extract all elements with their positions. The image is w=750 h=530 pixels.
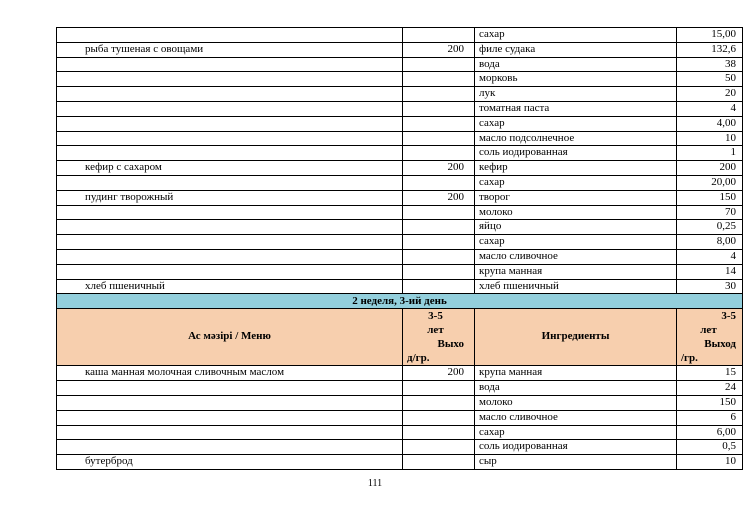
menu-cell xyxy=(57,425,403,440)
header-ingredients: Ингредиенты xyxy=(475,309,677,366)
menu-cell: бутерброд xyxy=(57,455,403,470)
table-row xyxy=(57,131,743,146)
quantity-cell: 150 xyxy=(677,395,743,410)
week-day-row xyxy=(57,294,743,309)
menu-cell xyxy=(57,264,403,279)
output-cell xyxy=(403,264,475,279)
ingredient-cell: творог xyxy=(475,190,677,205)
header-qty-top: Выход xyxy=(704,338,736,351)
table-row xyxy=(57,116,743,131)
menu-cell xyxy=(57,235,403,250)
header-qty-age-top: 3-5 xyxy=(721,310,736,323)
output-cell xyxy=(403,116,475,131)
ingredient-cell: сахар xyxy=(475,28,677,43)
output-cell xyxy=(403,381,475,396)
ingredient-cell: томатная паста xyxy=(475,101,677,116)
ingredient-cell: филе судака xyxy=(475,42,677,57)
quantity-cell: 24 xyxy=(677,381,743,396)
menu-cell xyxy=(57,440,403,455)
quantity-cell: 20 xyxy=(677,87,743,102)
output-cell xyxy=(403,72,475,87)
ingredient-cell: крупа манная xyxy=(475,264,677,279)
week-day-title: 2 неделя, 3-ий день xyxy=(57,294,743,309)
menu-cell: хлеб пшеничный xyxy=(57,279,403,294)
table-row xyxy=(57,410,743,425)
ingredient-cell: вода xyxy=(475,57,677,72)
ingredient-cell: сахар xyxy=(475,175,677,190)
quantity-cell: 4 xyxy=(677,249,743,264)
ingredient-cell: масло подсолнечное xyxy=(475,131,677,146)
ingredient-cell: яйцо xyxy=(475,220,677,235)
table-row xyxy=(57,220,743,235)
menu-cell xyxy=(57,249,403,264)
quantity-cell: 10 xyxy=(677,455,743,470)
menu-cell xyxy=(57,175,403,190)
ingredient-cell: сыр xyxy=(475,455,677,470)
menu-cell xyxy=(57,205,403,220)
quantity-cell: 150 xyxy=(677,190,743,205)
output-cell xyxy=(403,440,475,455)
menu-cell xyxy=(57,57,403,72)
table-row xyxy=(57,190,743,205)
ingredient-cell: масло сливочное xyxy=(475,410,677,425)
menu-cell xyxy=(57,87,403,102)
quantity-cell: 4 xyxy=(677,101,743,116)
output-cell: 200 xyxy=(403,366,475,381)
table-row xyxy=(57,381,743,396)
menu-table xyxy=(56,27,743,470)
table-row xyxy=(57,235,743,250)
ingredient-cell: лук xyxy=(475,87,677,102)
output-cell: 200 xyxy=(403,42,475,57)
output-cell xyxy=(403,205,475,220)
menu-cell xyxy=(57,28,403,43)
output-cell xyxy=(403,131,475,146)
table-row xyxy=(57,42,743,57)
quantity-cell: 10 xyxy=(677,131,743,146)
output-cell xyxy=(403,279,475,294)
quantity-cell: 6 xyxy=(677,410,743,425)
table-row xyxy=(57,175,743,190)
quantity-cell: 0,5 xyxy=(677,440,743,455)
ingredient-cell: вода xyxy=(475,381,677,396)
header-output-top: Выхо xyxy=(437,338,464,351)
menu-cell xyxy=(57,131,403,146)
quantity-cell: 8,00 xyxy=(677,235,743,250)
output-cell: 200 xyxy=(403,190,475,205)
output-cell xyxy=(403,28,475,43)
header-output-bottom: д/гр. xyxy=(407,352,430,365)
output-cell xyxy=(403,146,475,161)
ingredient-cell: сахар xyxy=(475,235,677,250)
table-row xyxy=(57,72,743,87)
output-cell xyxy=(403,410,475,425)
table-row xyxy=(57,57,743,72)
menu-cell xyxy=(57,146,403,161)
quantity-cell: 20,00 xyxy=(677,175,743,190)
output-cell xyxy=(403,395,475,410)
table-row xyxy=(57,28,743,43)
quantity-cell: 15,00 xyxy=(677,28,743,43)
quantity-cell: 132,6 xyxy=(677,42,743,57)
menu-cell xyxy=(57,410,403,425)
table-row xyxy=(57,366,743,381)
quantity-cell: 0,25 xyxy=(677,220,743,235)
table-row xyxy=(57,395,743,410)
ingredient-cell: сахар xyxy=(475,425,677,440)
output-cell xyxy=(403,425,475,440)
week-section xyxy=(57,294,743,366)
menu-cell xyxy=(57,72,403,87)
output-cell xyxy=(403,249,475,264)
menu-cell: рыба тушеная с овощами xyxy=(57,42,403,57)
menu-cell xyxy=(57,220,403,235)
quantity-cell: 14 xyxy=(677,264,743,279)
output-cell xyxy=(403,87,475,102)
table-row xyxy=(57,425,743,440)
output-cell xyxy=(403,220,475,235)
ingredient-cell: морковь xyxy=(475,72,677,87)
ingredient-cell: крупа манная xyxy=(475,366,677,381)
quantity-cell: 6,00 xyxy=(677,425,743,440)
header-qty xyxy=(677,309,743,366)
table-row xyxy=(57,87,743,102)
table-row xyxy=(57,205,743,220)
table-row xyxy=(57,440,743,455)
quantity-cell: 30 xyxy=(677,279,743,294)
table-row xyxy=(57,249,743,264)
header-age-bottom: лет xyxy=(427,324,444,337)
table-row xyxy=(57,101,743,116)
header-qty-age-bottom: лет xyxy=(700,324,717,337)
menu-table-body-bottom xyxy=(57,366,743,470)
output-cell xyxy=(403,235,475,250)
table-row xyxy=(57,146,743,161)
quantity-cell: 200 xyxy=(677,161,743,176)
header-row xyxy=(57,309,743,366)
quantity-cell: 4,00 xyxy=(677,116,743,131)
header-output xyxy=(403,309,475,366)
quantity-cell: 50 xyxy=(677,72,743,87)
ingredient-cell: хлеб пшеничный xyxy=(475,279,677,294)
menu-cell xyxy=(57,101,403,116)
ingredient-cell: кефир xyxy=(475,161,677,176)
header-age-top: 3-5 xyxy=(428,310,443,323)
ingredient-cell: соль иодированная xyxy=(475,146,677,161)
quantity-cell: 38 xyxy=(677,57,743,72)
ingredient-cell: соль иодированная xyxy=(475,440,677,455)
page-number: 111 xyxy=(367,478,383,489)
ingredient-cell: масло сливочное xyxy=(475,249,677,264)
ingredient-cell: молоко xyxy=(475,395,677,410)
ingredient-cell: молоко xyxy=(475,205,677,220)
quantity-cell: 1 xyxy=(677,146,743,161)
header-menu: Ас мәзірі / Меню xyxy=(57,309,403,366)
output-cell xyxy=(403,175,475,190)
output-cell: 200 xyxy=(403,161,475,176)
ingredient-cell: сахар xyxy=(475,116,677,131)
table-row xyxy=(57,161,743,176)
output-cell xyxy=(403,455,475,470)
quantity-cell: 70 xyxy=(677,205,743,220)
output-cell xyxy=(403,101,475,116)
menu-cell xyxy=(57,381,403,396)
menu-cell: кефир с сахаром xyxy=(57,161,403,176)
menu-cell: каша манная молочная сливочным маслом xyxy=(57,366,403,381)
header-qty-bottom: /гр. xyxy=(681,352,698,365)
table-row xyxy=(57,279,743,294)
menu-cell xyxy=(57,116,403,131)
menu-cell xyxy=(57,395,403,410)
menu-cell: пудинг творожный xyxy=(57,190,403,205)
output-cell xyxy=(403,57,475,72)
menu-table-body-top xyxy=(57,28,743,294)
quantity-cell: 15 xyxy=(677,366,743,381)
table-row xyxy=(57,264,743,279)
table-row xyxy=(57,455,743,470)
